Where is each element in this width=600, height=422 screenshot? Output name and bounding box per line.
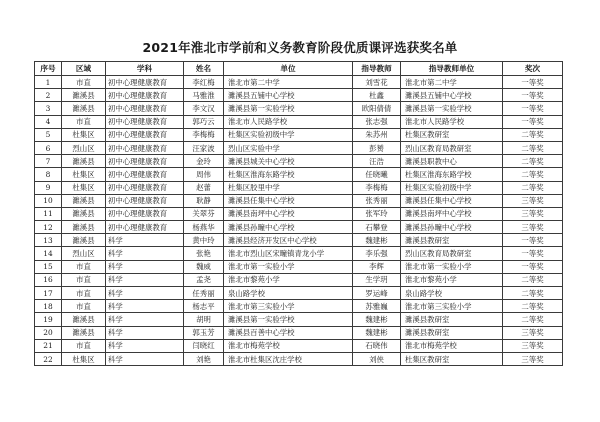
- table-row: [35, 207, 563, 220]
- cell-name: 杨志平: [184, 300, 224, 313]
- cell-unit: 淮北市梅苑学校: [224, 339, 353, 352]
- cell-award: 三等奖: [503, 326, 563, 339]
- cell-mentor-unit: 淮北市梅苑学校: [401, 339, 503, 352]
- cell-mentor: 彭赟: [353, 141, 401, 154]
- cell-region: 濉溪县: [62, 207, 106, 220]
- cell-subject: 科学: [106, 234, 184, 247]
- cell-mentor: 石晓伟: [353, 339, 401, 352]
- cell-unit: 濉溪县经济开发区中心学校: [224, 234, 353, 247]
- table-row: [35, 300, 563, 313]
- cell-unit: 杜集区胶里中学: [224, 181, 353, 194]
- table-row: [35, 339, 563, 352]
- cell-unit: 淮北市第二中学: [224, 76, 353, 89]
- cell-mentor-unit: 淮北市第二中学: [401, 76, 503, 89]
- cell-name: 马雅淮: [184, 89, 224, 102]
- table-body: [35, 76, 563, 366]
- cell-unit: 濉溪县孙疃中心学校: [224, 221, 353, 234]
- cell-unit: 淮北市杜集区沈庄学校: [224, 352, 353, 365]
- cell-mentor: 欧阳倩倩: [353, 102, 401, 115]
- cell-unit: 泉山路学校: [224, 287, 353, 300]
- cell-mentor: 杜鑫: [353, 89, 401, 102]
- cell-award: 二等奖: [503, 168, 563, 181]
- header-name: 姓名: [184, 62, 224, 76]
- cell-index: 8: [35, 168, 62, 181]
- cell-award: 一等奖: [503, 234, 563, 247]
- cell-award: 一等奖: [503, 89, 563, 102]
- cell-award: 二等奖: [503, 287, 563, 300]
- table-row: [35, 352, 563, 365]
- cell-name: 汪家波: [184, 141, 224, 154]
- table-row: [35, 260, 563, 273]
- cell-mentor: 任晓曦: [353, 168, 401, 181]
- cell-name: 李文汉: [184, 102, 224, 115]
- table-row: [35, 141, 563, 154]
- cell-mentor-unit: 杜集区淮海东路学校: [401, 168, 503, 181]
- table-row: [35, 194, 563, 207]
- cell-region: 濉溪县: [62, 326, 106, 339]
- header-index: 序号: [35, 62, 62, 76]
- cell-mentor: 张志强: [353, 115, 401, 128]
- cell-mentor-unit: 杜集区实验初级中学: [401, 181, 503, 194]
- cell-region: 杜集区: [62, 128, 106, 141]
- cell-name: 任秀丽: [184, 287, 224, 300]
- cell-region: 烈山区: [62, 141, 106, 154]
- cell-index: 21: [35, 339, 62, 352]
- cell-mentor-unit: 淮北市人民路学校: [401, 115, 503, 128]
- cell-index: 7: [35, 155, 62, 168]
- table-row: [35, 273, 563, 286]
- cell-unit: 杜集区淮海东路学校: [224, 168, 353, 181]
- cell-index: 20: [35, 326, 62, 339]
- cell-unit: 淮北市人民路学校: [224, 115, 353, 128]
- cell-unit: 濉溪县第一实验学校: [224, 313, 353, 326]
- cell-index: 13: [35, 234, 62, 247]
- cell-index: 22: [35, 352, 62, 365]
- cell-name: 闫晓红: [184, 339, 224, 352]
- cell-subject: 科学: [106, 260, 184, 273]
- cell-subject: 初中心理健康教育: [106, 221, 184, 234]
- cell-subject: 初中心理健康教育: [106, 89, 184, 102]
- cell-unit: 濉溪县城关中心学校: [224, 155, 353, 168]
- cell-mentor: 生学玥: [353, 273, 401, 286]
- cell-subject: 科学: [106, 273, 184, 286]
- cell-mentor: 朱苏州: [353, 128, 401, 141]
- cell-subject: 科学: [106, 313, 184, 326]
- cell-mentor-unit: 烈山区教育局教研室: [401, 247, 503, 260]
- cell-unit: 淮北市烈山区宋疃镇青龙小学: [224, 247, 353, 260]
- table-row: [35, 155, 563, 168]
- cell-unit: 杜集区实验初级中学: [224, 128, 353, 141]
- cell-mentor: 刘侠: [353, 352, 401, 365]
- cell-region: 市直: [62, 273, 106, 286]
- cell-award: 二等奖: [503, 300, 563, 313]
- cell-mentor-unit: 淮北市第一实验小学: [401, 260, 503, 273]
- cell-award: 一等奖: [503, 260, 563, 273]
- cell-mentor: 汪浩: [353, 155, 401, 168]
- cell-subject: 初中心理健康教育: [106, 168, 184, 181]
- cell-unit: 淮北市第一实验小学: [224, 260, 353, 273]
- cell-subject: 初中心理健康教育: [106, 181, 184, 194]
- header-subject: 学科: [106, 62, 184, 76]
- cell-region: 市直: [62, 76, 106, 89]
- cell-subject: 初中心理健康教育: [106, 155, 184, 168]
- table-row: [35, 128, 563, 141]
- cell-region: 濉溪县: [62, 221, 106, 234]
- cell-index: 1: [35, 76, 62, 89]
- cell-mentor-unit: 泉山路学校: [401, 287, 503, 300]
- award-table: [34, 61, 563, 366]
- cell-award: 三等奖: [503, 352, 563, 365]
- cell-name: 张艳: [184, 247, 224, 260]
- table-row: [35, 326, 563, 339]
- table-row: [35, 313, 563, 326]
- cell-index: 3: [35, 102, 62, 115]
- cell-index: 11: [35, 207, 62, 220]
- cell-mentor-unit: 濉溪县五铺中心学校: [401, 89, 503, 102]
- cell-index: 16: [35, 273, 62, 286]
- cell-award: 一等奖: [503, 247, 563, 260]
- cell-award: 三等奖: [503, 207, 563, 220]
- cell-mentor: 李乐强: [353, 247, 401, 260]
- cell-name: 刘艳: [184, 352, 224, 365]
- cell-index: 5: [35, 128, 62, 141]
- cell-name: 李红梅: [184, 76, 224, 89]
- cell-index: 15: [35, 260, 62, 273]
- cell-region: 市直: [62, 115, 106, 128]
- cell-region: 濉溪县: [62, 313, 106, 326]
- table-row: [35, 76, 563, 89]
- cell-index: 2: [35, 89, 62, 102]
- cell-name: 关翠芬: [184, 207, 224, 220]
- table-row: [35, 287, 563, 300]
- cell-subject: 初中心理健康教育: [106, 194, 184, 207]
- cell-index: 4: [35, 115, 62, 128]
- cell-region: 濉溪县: [62, 102, 106, 115]
- cell-name: 赵蕾: [184, 181, 224, 194]
- cell-name: 李梅梅: [184, 128, 224, 141]
- cell-mentor-unit: 淮北市黎苑小学: [401, 273, 503, 286]
- cell-region: 市直: [62, 300, 106, 313]
- cell-unit: 濉溪县南坪中心学校: [224, 207, 353, 220]
- cell-unit: 濉溪县五铺中心学校: [224, 89, 353, 102]
- cell-award: 一等奖: [503, 115, 563, 128]
- cell-mentor-unit: 濉溪县教研室: [401, 234, 503, 247]
- cell-subject: 初中心理健康教育: [106, 102, 184, 115]
- cell-mentor-unit: 濉溪县任集中心学校: [401, 194, 503, 207]
- cell-subject: 科学: [106, 300, 184, 313]
- cell-index: 6: [35, 141, 62, 154]
- cell-region: 杜集区: [62, 168, 106, 181]
- cell-region: 濉溪县: [62, 194, 106, 207]
- cell-unit: 濉溪县第一实验学校: [224, 102, 353, 115]
- cell-award: 二等奖: [503, 128, 563, 141]
- cell-award: 二等奖: [503, 141, 563, 154]
- cell-name: 周伟: [184, 168, 224, 181]
- cell-mentor: 石攀登: [353, 221, 401, 234]
- cell-unit: 烈山区实验中学: [224, 141, 353, 154]
- cell-name: 郭巧云: [184, 115, 224, 128]
- cell-subject: 初中心理健康教育: [106, 128, 184, 141]
- cell-mentor-unit: 烈山区教育局教研室: [401, 141, 503, 154]
- cell-index: 17: [35, 287, 62, 300]
- header-award: 奖次: [503, 62, 563, 76]
- cell-mentor-unit: 濉溪县职教中心: [401, 155, 503, 168]
- cell-mentor-unit: 濉溪县教研室: [401, 326, 503, 339]
- cell-mentor: 苏雅巍: [353, 300, 401, 313]
- cell-mentor-unit: 濉溪县第一实验学校: [401, 102, 503, 115]
- cell-index: 14: [35, 247, 62, 260]
- table-row: [35, 221, 563, 234]
- cell-subject: 初中心理健康教育: [106, 76, 184, 89]
- cell-subject: 科学: [106, 352, 184, 365]
- cell-name: 耿静: [184, 194, 224, 207]
- cell-award: 一等奖: [503, 102, 563, 115]
- cell-name: 黄中玲: [184, 234, 224, 247]
- cell-region: 杜集区: [62, 181, 106, 194]
- cell-award: 三等奖: [503, 194, 563, 207]
- cell-award: 三等奖: [503, 339, 563, 352]
- table-row: [35, 168, 563, 181]
- cell-region: 濉溪县: [62, 89, 106, 102]
- cell-unit: 淮北市黎苑小学: [224, 273, 353, 286]
- cell-unit: 淮北市第三实验小学: [224, 300, 353, 313]
- cell-name: 金玲: [184, 155, 224, 168]
- cell-mentor: 罗运峰: [353, 287, 401, 300]
- header-region: 区域: [62, 62, 106, 76]
- cell-mentor-unit: 濉溪县南坪中心学校: [401, 207, 503, 220]
- cell-region: 濉溪县: [62, 234, 106, 247]
- table-row: [35, 115, 563, 128]
- cell-region: 濉溪县: [62, 155, 106, 168]
- cell-subject: 初中心理健康教育: [106, 115, 184, 128]
- cell-subject: 初中心理健康教育: [106, 141, 184, 154]
- cell-mentor-unit: 淮北市第三实验小学: [401, 300, 503, 313]
- cell-award: 二等奖: [503, 313, 563, 326]
- cell-index: 19: [35, 313, 62, 326]
- cell-mentor: 魏建彬: [353, 234, 401, 247]
- document-title: 2021年淮北市学前和义务教育阶段优质课评选获奖名单: [142, 40, 458, 55]
- cell-name: 郭玉芳: [184, 326, 224, 339]
- cell-region: 市直: [62, 287, 106, 300]
- cell-index: 12: [35, 221, 62, 234]
- cell-name: 胡明: [184, 313, 224, 326]
- header-mentor-unit: 指导教师单位: [401, 62, 503, 76]
- header-mentor: 指导教师: [353, 62, 401, 76]
- cell-name: 魏威: [184, 260, 224, 273]
- cell-name: 孟尧: [184, 273, 224, 286]
- header-unit: 单位: [224, 62, 353, 76]
- cell-unit: 濉溪县任集中心学校: [224, 194, 353, 207]
- cell-award: 二等奖: [503, 273, 563, 286]
- cell-unit: 濉溪县百善中心学校: [224, 326, 353, 339]
- cell-mentor: 魏建彬: [353, 326, 401, 339]
- table-row: [35, 181, 563, 194]
- cell-index: 18: [35, 300, 62, 313]
- cell-subject: 科学: [106, 326, 184, 339]
- table-row: [35, 234, 563, 247]
- cell-region: 杜集区: [62, 352, 106, 365]
- cell-index: 10: [35, 194, 62, 207]
- cell-mentor: 刘雪花: [353, 76, 401, 89]
- cell-award: 二等奖: [503, 181, 563, 194]
- cell-index: 9: [35, 181, 62, 194]
- cell-mentor: 魏建彬: [353, 313, 401, 326]
- table-row: [35, 89, 563, 102]
- cell-subject: 科学: [106, 287, 184, 300]
- cell-mentor: 张军玲: [353, 207, 401, 220]
- cell-award: 三等奖: [503, 221, 563, 234]
- cell-region: 烈山区: [62, 247, 106, 260]
- table-header-row: [35, 62, 563, 76]
- cell-subject: 初中心理健康教育: [106, 207, 184, 220]
- cell-mentor: 张秀丽: [353, 194, 401, 207]
- cell-subject: 科学: [106, 339, 184, 352]
- cell-mentor-unit: 杜集区教研室: [401, 352, 503, 365]
- cell-mentor-unit: 濉溪县孙疃中心学校: [401, 221, 503, 234]
- cell-name: 杨燕华: [184, 221, 224, 234]
- table-row: [35, 247, 563, 260]
- cell-mentor: 李辉: [353, 260, 401, 273]
- cell-region: 市直: [62, 339, 106, 352]
- cell-award: 一等奖: [503, 76, 563, 89]
- cell-award: 二等奖: [503, 155, 563, 168]
- cell-mentor-unit: 杜集区教研室: [401, 128, 503, 141]
- cell-mentor: 李梅梅: [353, 181, 401, 194]
- cell-subject: 科学: [106, 247, 184, 260]
- table-row: [35, 102, 563, 115]
- cell-region: 市直: [62, 260, 106, 273]
- cell-mentor-unit: 濉溪县教研室: [401, 313, 503, 326]
